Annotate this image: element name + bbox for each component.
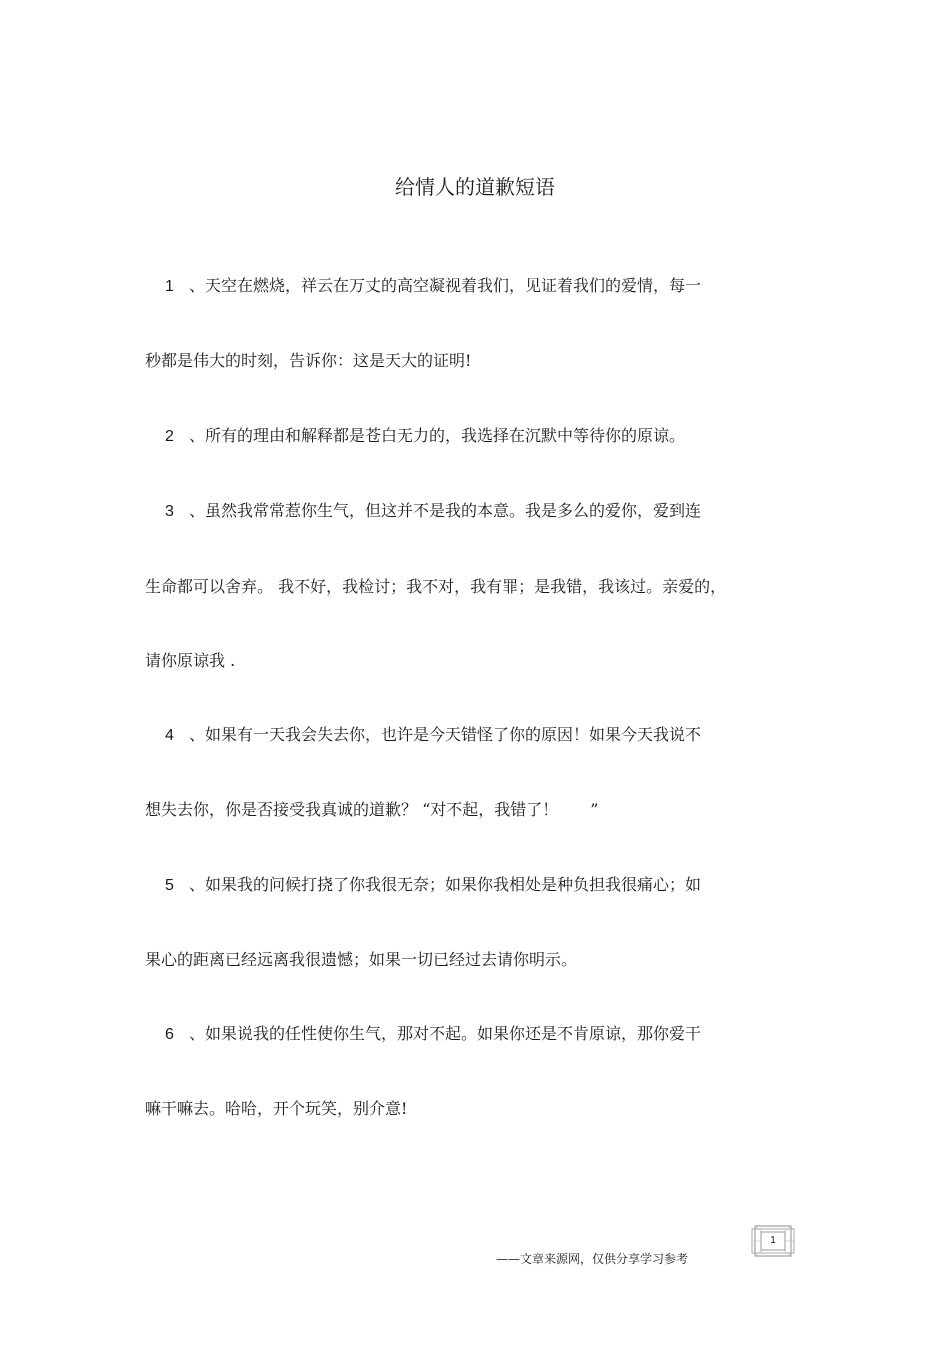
item-text: 、如果说我的任性使你生气，那对不起。如果你还是不肯原谅，那你爱干	[189, 1024, 702, 1043]
item-5-line-2: 果心的距离已经远离我很遗憾；如果一切已经过去请你明示。	[145, 950, 578, 969]
item-4-line-2: 想失去你，你是否接受我真诚的道歉？ “对不起，我错了！ ”	[145, 800, 599, 819]
footer-source-note: ——文章来源网，仅供分享学习参考	[496, 1252, 689, 1266]
item-6-line-1	[145, 1022, 701, 1047]
page-title: 给情人的道歉短语	[395, 175, 555, 199]
item-3-line-1	[145, 499, 701, 524]
item-number: 1	[165, 278, 174, 295]
item-1-line-1	[145, 274, 701, 299]
item-number: 3	[165, 503, 174, 520]
item-2-line-1	[145, 424, 685, 449]
item-1-line-2: 秒都是伟大的时刻，告诉你：这是天大的证明!	[145, 351, 472, 370]
item-number: 6	[165, 1026, 174, 1043]
item-4-line-1	[145, 723, 701, 748]
item-number: 2	[165, 428, 174, 445]
item-text: 、虽然我常常惹你生气，但这并不是我的本意。我是多么的爱你，爱到连	[189, 501, 702, 520]
item-text: 、如果有一天我会失去你，也许是今天错怪了你的原因！如果今天我说不	[189, 725, 702, 744]
item-number: 5	[165, 877, 174, 894]
item-text: 、天空在燃烧，祥云在万丈的高空凝视着我们，见证着我们的爱情，每一	[189, 276, 702, 295]
item-3-line-3: 请你原谅我 .	[145, 651, 236, 670]
item-text: 、所有的理由和解释都是苍白无力的，我选择在沉默中等待你的原谅。	[189, 426, 686, 445]
page-number: 1	[770, 1235, 776, 1246]
item-6-line-2: 嘛干嘛去。哈哈，开个玩笑，别介意!	[145, 1099, 408, 1118]
item-text: 、如果我的问候打挠了你我很无奈；如果你我相处是种负担我很痛心；如	[189, 875, 702, 894]
item-number: 4	[165, 727, 174, 744]
item-5-line-1	[145, 873, 701, 898]
item-3-line-2: 生命都可以舍弃。 我不好，我检讨；我不对，我有罪；是我错，我该过。亲爱的，	[145, 577, 727, 596]
page-number-badge	[749, 1222, 797, 1260]
